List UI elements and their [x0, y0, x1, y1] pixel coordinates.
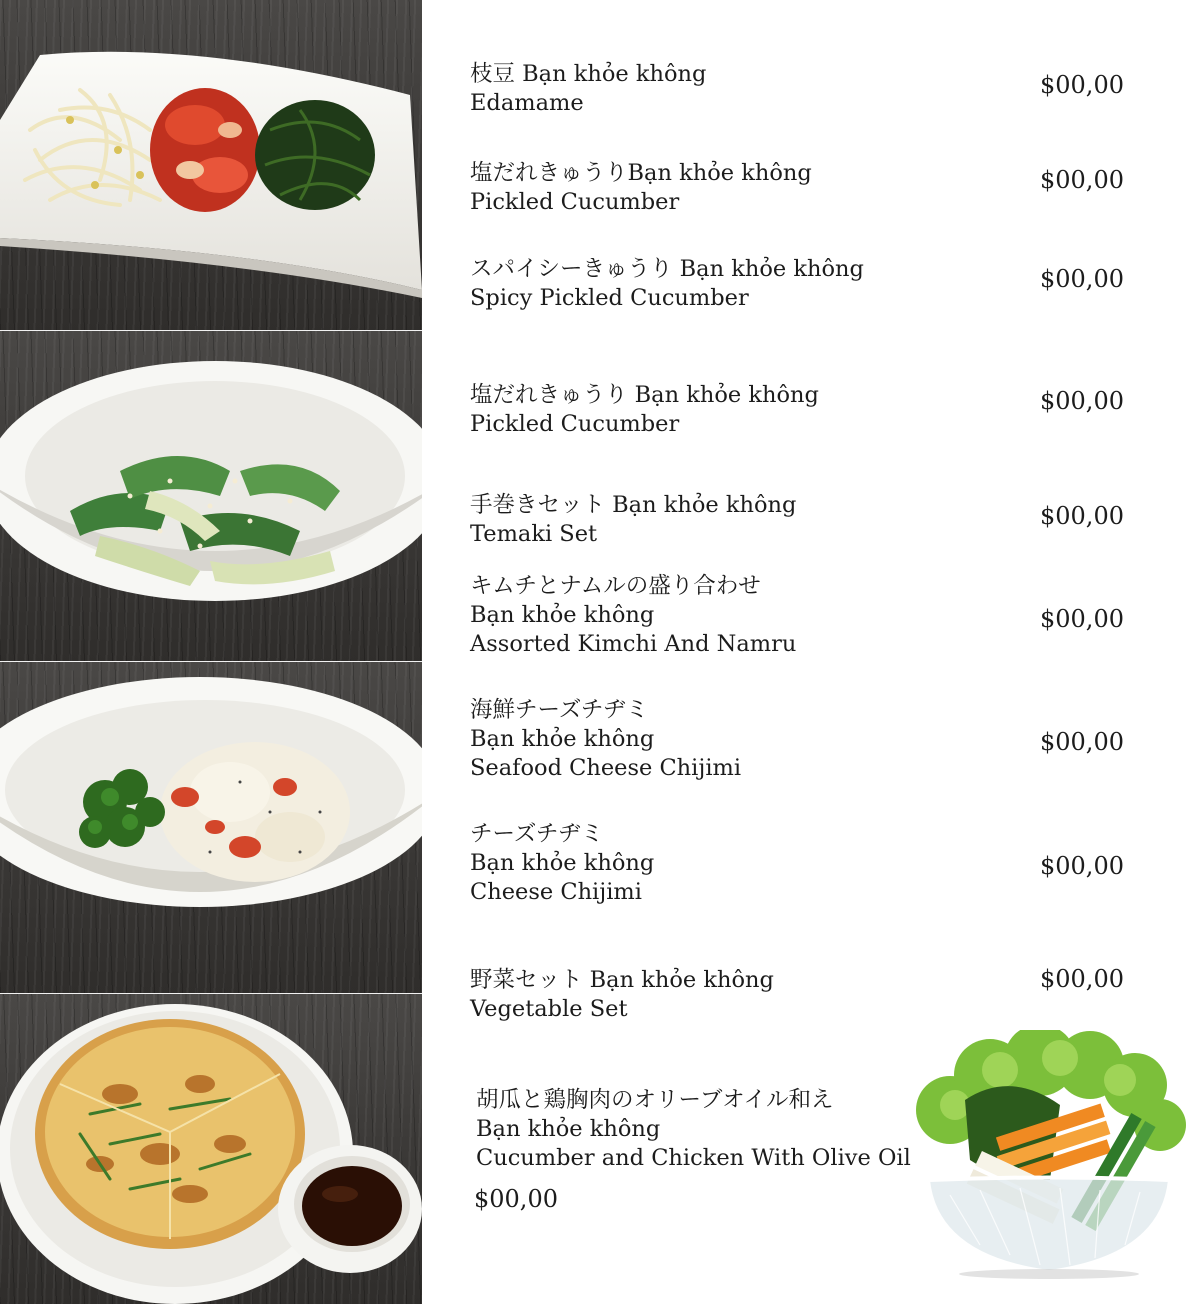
- item-name-en: Cheese Chijimi: [470, 879, 642, 905]
- item-name-jp: 海鮮チーズチヂミ: [470, 697, 649, 723]
- item-name-en: Vegetable Set: [470, 996, 628, 1022]
- item-price: $00,00: [1040, 852, 1124, 880]
- item-name-vn: Bạn khỏe không: [470, 850, 655, 876]
- item-price: $00,00: [1040, 166, 1124, 194]
- item-price: $00,00: [1040, 265, 1124, 293]
- item-name-vn: Bạn khỏe không: [470, 726, 655, 752]
- item-name-en: Pickled Cucumber: [470, 189, 680, 215]
- item-name-en: Spicy Pickled Cucumber: [470, 285, 749, 311]
- photo-banchan-plate: [0, 0, 422, 331]
- item-price: $00,00: [1040, 728, 1124, 756]
- photo-vegetable-bowl: [910, 1030, 1188, 1280]
- menu-item: [470, 60, 1030, 118]
- menu-item: [470, 255, 1030, 313]
- item-name-jp: 塩だれきゅうり Bạn khỏe không: [470, 382, 819, 408]
- menu-item: [470, 696, 1030, 783]
- menu-item: [470, 381, 1030, 439]
- item-price: $00,00: [1040, 71, 1124, 99]
- item-name-jp: 枝豆 Bạn khỏe không: [470, 61, 707, 87]
- photo-pickled-cucumber: [0, 331, 422, 662]
- menu-item: [470, 491, 1030, 549]
- menu-item: [470, 159, 1030, 217]
- item-price: $00,00: [1040, 502, 1124, 530]
- item-name-en: Assorted Kimchi And Namru: [470, 631, 797, 657]
- item-name-jp: 手巻きセット Bạn khỏe không: [470, 492, 797, 518]
- item-price: $00,00: [1040, 965, 1124, 993]
- item-name-en: Pickled Cucumber: [470, 411, 680, 437]
- menu-item: [470, 572, 1030, 659]
- item-name-en: Edamame: [470, 90, 584, 116]
- item-name-jp: 野菜セット Bạn khỏe không: [470, 967, 774, 993]
- item-name-jp: スパイシーきゅうり Bạn khỏe không: [470, 256, 864, 282]
- item-name-jp: 塩だれきゅうりBạn khỏe không: [470, 160, 812, 186]
- item-name-en: Seafood Cheese Chijimi: [470, 755, 742, 781]
- featured-menu-item: [476, 1086, 916, 1173]
- menu-item: [470, 966, 1030, 1024]
- featured-item-price: $00,00: [474, 1185, 558, 1213]
- item-price: $00,00: [1040, 605, 1124, 633]
- item-name-jp: 胡瓜と鶏胸肉のオリーブオイル和え: [476, 1087, 834, 1113]
- item-name-en: Cucumber and Chicken With Olive Oil: [476, 1145, 911, 1171]
- photo-seafood-pancake: [0, 994, 422, 1304]
- item-name-jp: キムチとナムルの盛り合わせ: [470, 573, 761, 599]
- photo-potato-salad: [0, 662, 422, 994]
- menu-item: [470, 820, 1030, 907]
- item-name-en: Temaki Set: [470, 521, 598, 547]
- item-name-vn: Bạn khỏe không: [476, 1116, 661, 1142]
- item-name-jp: チーズチヂミ: [470, 821, 604, 847]
- item-price: $00,00: [1040, 387, 1124, 415]
- item-name-vn: Bạn khỏe không: [470, 602, 655, 628]
